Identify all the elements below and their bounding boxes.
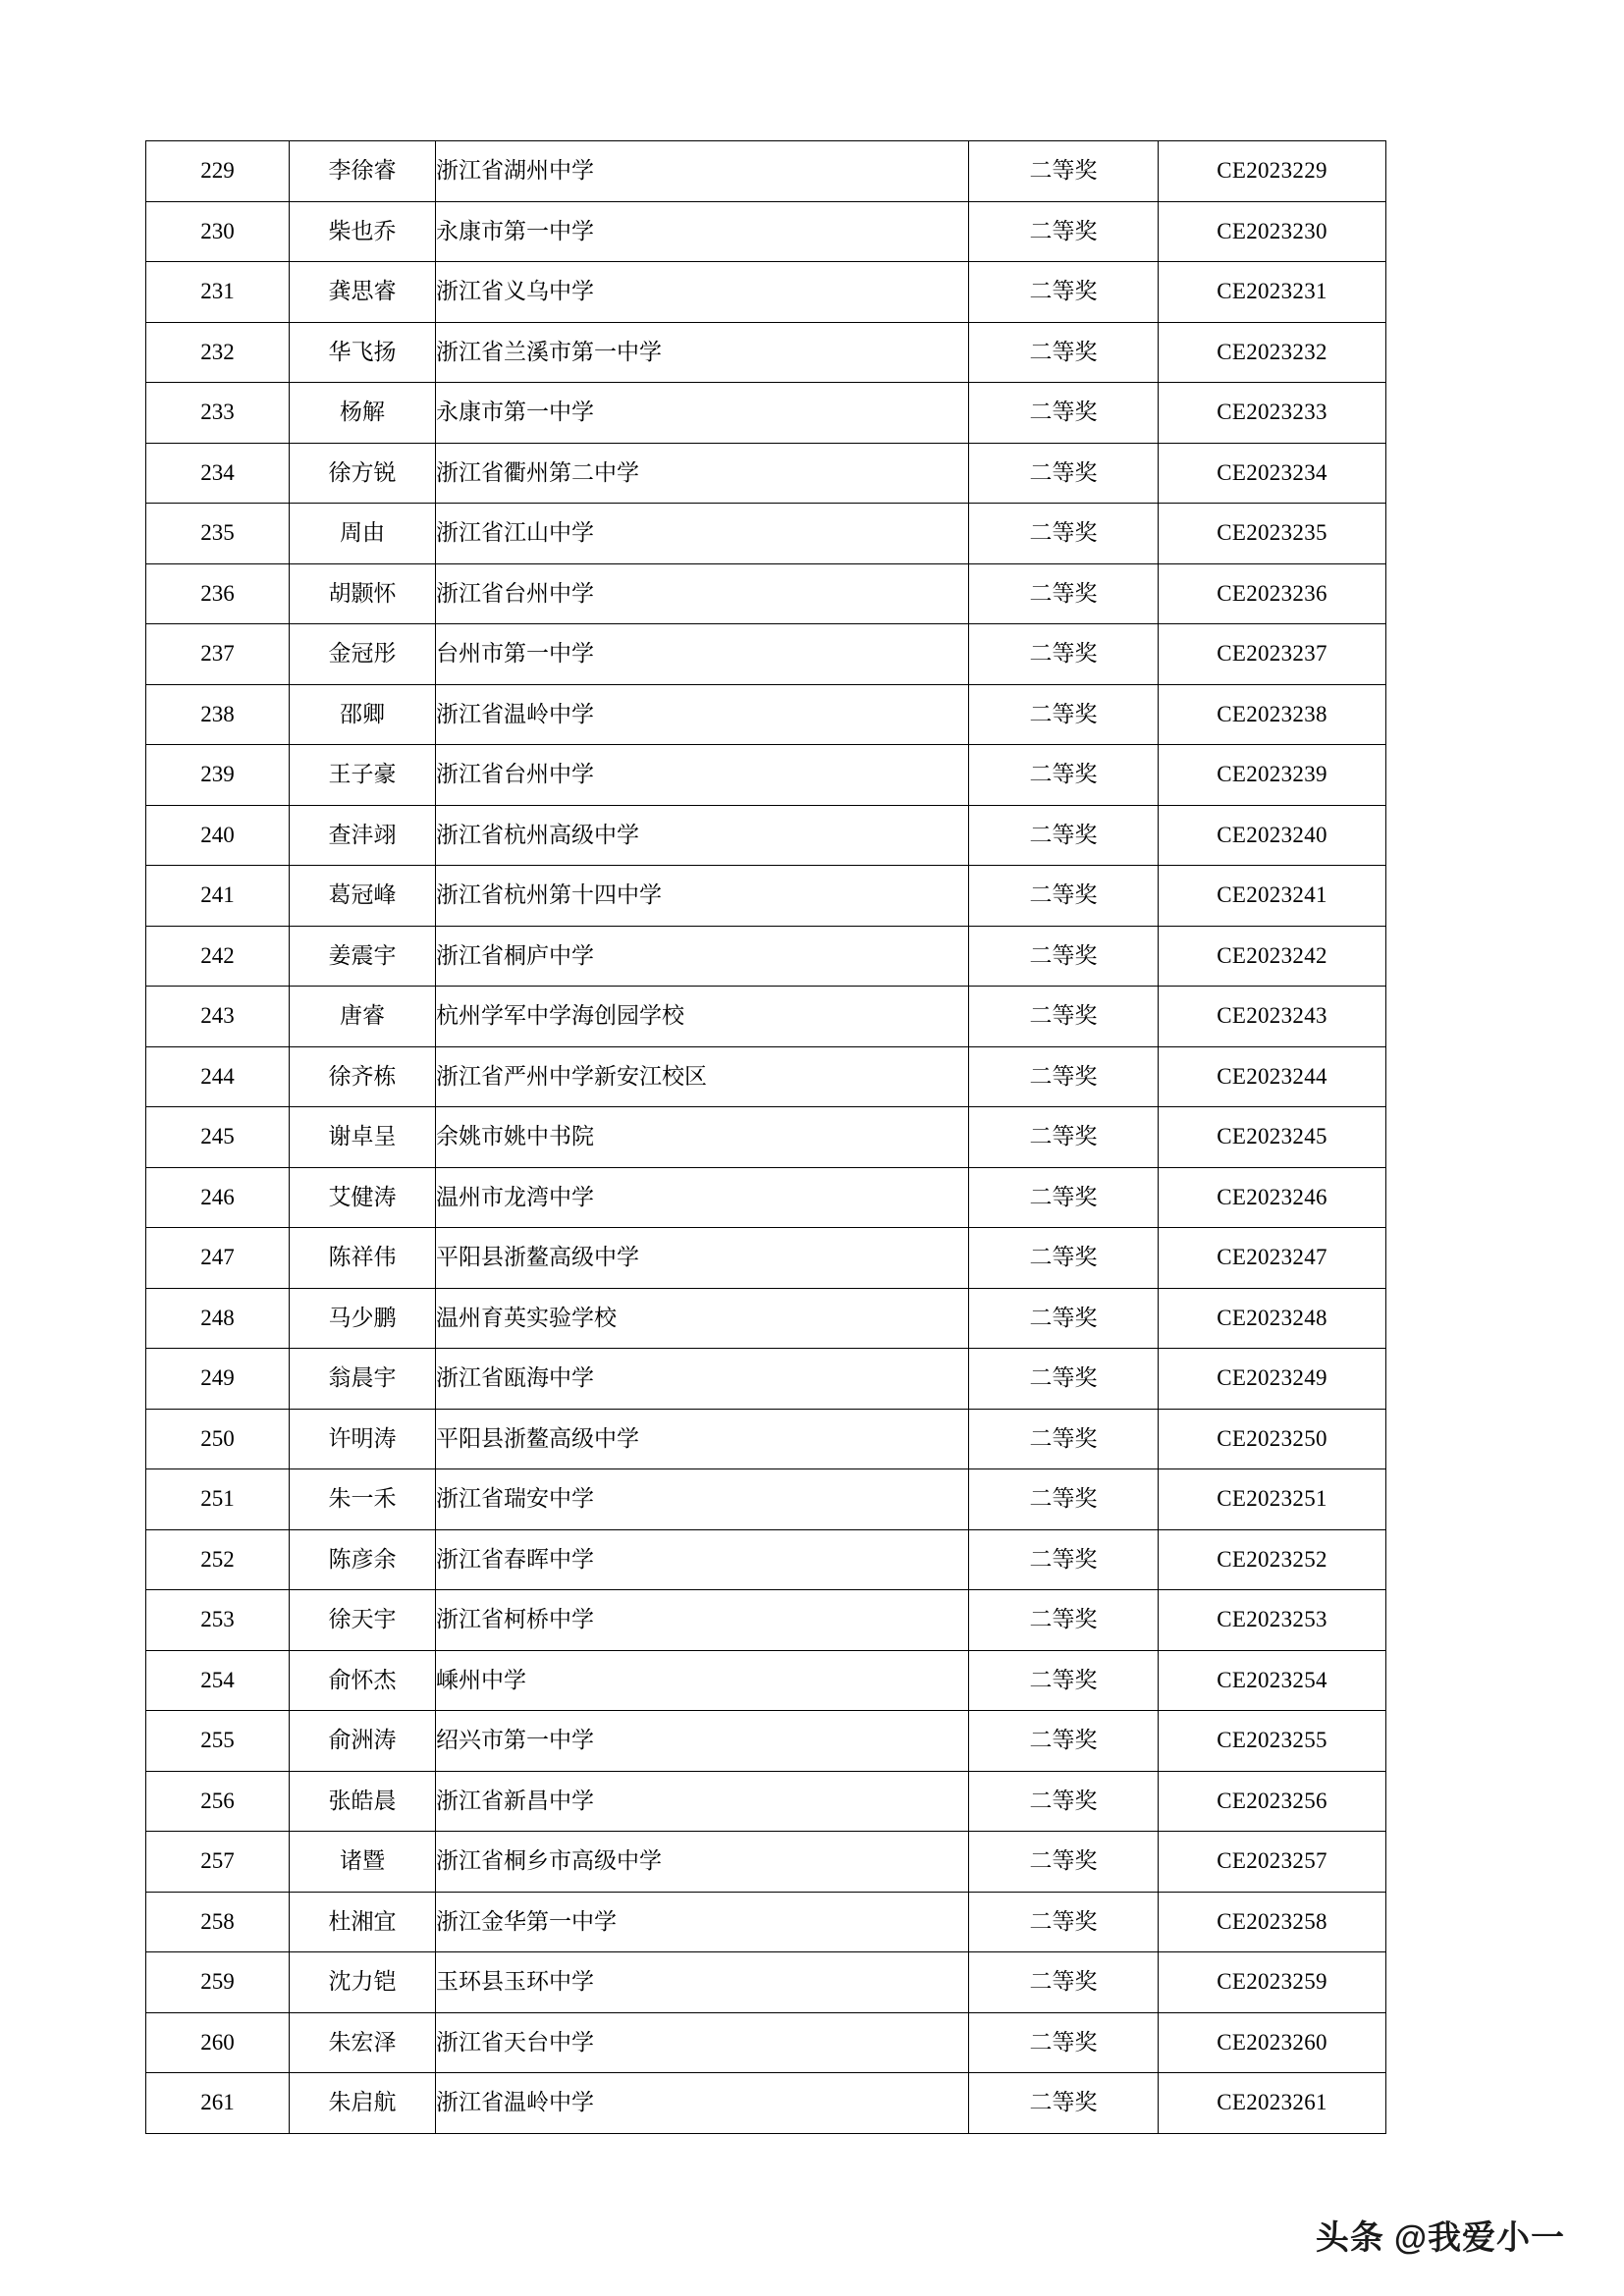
cell-award-level: 二等奖: [969, 1952, 1159, 2013]
cell-award-level: 二等奖: [969, 624, 1159, 685]
cell-certificate-code: CE2023237: [1159, 624, 1386, 685]
table-row: [146, 1349, 1386, 1410]
cell-certificate-code: CE2023243: [1159, 987, 1386, 1047]
table-row: [146, 684, 1386, 745]
cell-award-level: 二等奖: [969, 563, 1159, 624]
cell-student-name: 查沣翊: [290, 805, 436, 866]
cell-serial-number: 234: [146, 443, 290, 504]
cell-school-name: 绍兴市第一中学: [436, 1711, 969, 1772]
cell-school-name: 浙江省柯桥中学: [436, 1590, 969, 1651]
cell-student-name: 翁晨宇: [290, 1349, 436, 1410]
cell-student-name: 俞洲涛: [290, 1711, 436, 1772]
cell-serial-number: 246: [146, 1167, 290, 1228]
table-row: [146, 141, 1386, 202]
table-row: [146, 262, 1386, 323]
cell-student-name: 胡颢怀: [290, 563, 436, 624]
cell-school-name: 浙江省义乌中学: [436, 262, 969, 323]
table-row: [146, 201, 1386, 262]
cell-award-level: 二等奖: [969, 1590, 1159, 1651]
cell-serial-number: 249: [146, 1349, 290, 1410]
cell-certificate-code: CE2023241: [1159, 866, 1386, 927]
cell-school-name: 浙江省杭州高级中学: [436, 805, 969, 866]
watermark-handle: @我爱小一: [1393, 2219, 1565, 2257]
cell-certificate-code: CE2023253: [1159, 1590, 1386, 1651]
cell-certificate-code: CE2023239: [1159, 745, 1386, 806]
cell-student-name: 金冠彤: [290, 624, 436, 685]
cell-school-name: 浙江省春晖中学: [436, 1529, 969, 1590]
cell-award-level: 二等奖: [969, 201, 1159, 262]
cell-certificate-code: CE2023259: [1159, 1952, 1386, 2013]
cell-student-name: 沈力铠: [290, 1952, 436, 2013]
cell-serial-number: 233: [146, 383, 290, 444]
cell-student-name: 李徐睿: [290, 141, 436, 202]
cell-serial-number: 251: [146, 1469, 290, 1530]
watermark-brand: 头条: [1315, 2219, 1384, 2257]
table-row: [146, 1952, 1386, 2013]
watermark: [1316, 2211, 1565, 2259]
cell-serial-number: 243: [146, 987, 290, 1047]
cell-student-name: 姜震宇: [290, 926, 436, 987]
cell-serial-number: 235: [146, 504, 290, 564]
cell-serial-number: 244: [146, 1046, 290, 1107]
cell-certificate-code: CE2023247: [1159, 1228, 1386, 1289]
cell-certificate-code: CE2023249: [1159, 1349, 1386, 1410]
cell-award-level: 二等奖: [969, 1046, 1159, 1107]
table-row: [146, 805, 1386, 866]
cell-school-name: 玉环县玉环中学: [436, 1952, 969, 2013]
cell-student-name: 谢卓呈: [290, 1107, 436, 1168]
cell-student-name: 朱一禾: [290, 1469, 436, 1530]
table-row: [146, 926, 1386, 987]
table-row: [146, 1107, 1386, 1168]
cell-certificate-code: CE2023255: [1159, 1711, 1386, 1772]
cell-award-level: 二等奖: [969, 141, 1159, 202]
cell-award-level: 二等奖: [969, 1832, 1159, 1893]
cell-school-name: 平阳县浙鳌高级中学: [436, 1409, 969, 1469]
cell-certificate-code: CE2023246: [1159, 1167, 1386, 1228]
cell-school-name: 平阳县浙鳌高级中学: [436, 1228, 969, 1289]
cell-school-name: 浙江金华第一中学: [436, 1892, 969, 1952]
cell-award-level: 二等奖: [969, 504, 1159, 564]
cell-certificate-code: CE2023234: [1159, 443, 1386, 504]
cell-serial-number: 255: [146, 1711, 290, 1772]
cell-school-name: 嵊州中学: [436, 1650, 969, 1711]
cell-school-name: 浙江省台州中学: [436, 745, 969, 806]
cell-student-name: 徐齐栋: [290, 1046, 436, 1107]
cell-student-name: 王子豪: [290, 745, 436, 806]
cell-award-level: 二等奖: [969, 987, 1159, 1047]
cell-certificate-code: CE2023233: [1159, 383, 1386, 444]
cell-certificate-code: CE2023244: [1159, 1046, 1386, 1107]
cell-award-level: 二等奖: [969, 2012, 1159, 2073]
cell-serial-number: 258: [146, 1892, 290, 1952]
cell-award-level: 二等奖: [969, 805, 1159, 866]
table-row: [146, 745, 1386, 806]
cell-award-level: 二等奖: [969, 322, 1159, 383]
cell-school-name: 浙江省天台中学: [436, 2012, 969, 2073]
cell-award-level: 二等奖: [969, 1288, 1159, 1349]
cell-award-level: 二等奖: [969, 1228, 1159, 1289]
cell-school-name: 浙江省瑞安中学: [436, 1469, 969, 1530]
cell-student-name: 龚思睿: [290, 262, 436, 323]
cell-certificate-code: CE2023236: [1159, 563, 1386, 624]
cell-award-level: 二等奖: [969, 1349, 1159, 1410]
cell-school-name: 浙江省兰溪市第一中学: [436, 322, 969, 383]
cell-certificate-code: CE2023245: [1159, 1107, 1386, 1168]
cell-school-name: 浙江省严州中学新安江校区: [436, 1046, 969, 1107]
cell-student-name: 俞怀杰: [290, 1650, 436, 1711]
cell-award-level: 二等奖: [969, 1711, 1159, 1772]
cell-serial-number: 230: [146, 201, 290, 262]
cell-certificate-code: CE2023251: [1159, 1469, 1386, 1530]
cell-student-name: 柴也乔: [290, 201, 436, 262]
table-row: [146, 1409, 1386, 1469]
table-row: [146, 866, 1386, 927]
cell-student-name: 陈彦余: [290, 1529, 436, 1590]
cell-student-name: 诸暨: [290, 1832, 436, 1893]
table-row: [146, 1650, 1386, 1711]
cell-certificate-code: CE2023252: [1159, 1529, 1386, 1590]
cell-award-level: 二等奖: [969, 866, 1159, 927]
award-table-container: [145, 140, 1380, 2134]
cell-school-name: 余姚市姚中书院: [436, 1107, 969, 1168]
cell-award-level: 二等奖: [969, 926, 1159, 987]
cell-school-name: 永康市第一中学: [436, 201, 969, 262]
table-row: [146, 1469, 1386, 1530]
cell-school-name: 浙江省温岭中学: [436, 2073, 969, 2134]
cell-serial-number: 236: [146, 563, 290, 624]
cell-certificate-code: CE2023240: [1159, 805, 1386, 866]
table-row: [146, 1590, 1386, 1651]
cell-student-name: 张皓晨: [290, 1771, 436, 1832]
cell-certificate-code: CE2023248: [1159, 1288, 1386, 1349]
cell-student-name: 许明涛: [290, 1409, 436, 1469]
cell-certificate-code: CE2023250: [1159, 1409, 1386, 1469]
cell-student-name: 朱启航: [290, 2073, 436, 2134]
cell-serial-number: 257: [146, 1832, 290, 1893]
cell-school-name: 浙江省桐庐中学: [436, 926, 969, 987]
cell-school-name: 浙江省湖州中学: [436, 141, 969, 202]
cell-student-name: 杜湘宜: [290, 1892, 436, 1952]
cell-certificate-code: CE2023254: [1159, 1650, 1386, 1711]
cell-certificate-code: CE2023258: [1159, 1892, 1386, 1952]
award-table-body: [146, 141, 1386, 2134]
cell-certificate-code: CE2023229: [1159, 141, 1386, 202]
cell-certificate-code: CE2023257: [1159, 1832, 1386, 1893]
cell-student-name: 唐睿: [290, 987, 436, 1047]
cell-serial-number: 241: [146, 866, 290, 927]
cell-award-level: 二等奖: [969, 1892, 1159, 1952]
table-row: [146, 443, 1386, 504]
cell-student-name: 陈祥伟: [290, 1228, 436, 1289]
cell-student-name: 周由: [290, 504, 436, 564]
table-row: [146, 1711, 1386, 1772]
cell-student-name: 徐方锐: [290, 443, 436, 504]
table-row: [146, 1771, 1386, 1832]
cell-award-level: 二等奖: [969, 2073, 1159, 2134]
cell-serial-number: 237: [146, 624, 290, 685]
cell-certificate-code: CE2023261: [1159, 2073, 1386, 2134]
cell-serial-number: 247: [146, 1228, 290, 1289]
cell-serial-number: 231: [146, 262, 290, 323]
cell-serial-number: 240: [146, 805, 290, 866]
cell-school-name: 温州市龙湾中学: [436, 1167, 969, 1228]
cell-serial-number: 239: [146, 745, 290, 806]
cell-serial-number: 259: [146, 1952, 290, 2013]
cell-award-level: 二等奖: [969, 1167, 1159, 1228]
cell-school-name: 浙江省新昌中学: [436, 1771, 969, 1832]
cell-serial-number: 232: [146, 322, 290, 383]
cell-serial-number: 250: [146, 1409, 290, 1469]
cell-serial-number: 254: [146, 1650, 290, 1711]
cell-certificate-code: CE2023232: [1159, 322, 1386, 383]
cell-award-level: 二等奖: [969, 443, 1159, 504]
cell-student-name: 华飞扬: [290, 322, 436, 383]
cell-student-name: 徐天宇: [290, 1590, 436, 1651]
cell-award-level: 二等奖: [969, 1469, 1159, 1530]
cell-award-level: 二等奖: [969, 1107, 1159, 1168]
cell-award-level: 二等奖: [969, 684, 1159, 745]
cell-award-level: 二等奖: [969, 262, 1159, 323]
cell-serial-number: 248: [146, 1288, 290, 1349]
cell-certificate-code: CE2023242: [1159, 926, 1386, 987]
award-table: [145, 140, 1386, 2134]
table-row: [146, 2012, 1386, 2073]
cell-certificate-code: CE2023260: [1159, 2012, 1386, 2073]
cell-school-name: 杭州学军中学海创园学校: [436, 987, 969, 1047]
cell-school-name: 台州市第一中学: [436, 624, 969, 685]
cell-school-name: 浙江省江山中学: [436, 504, 969, 564]
cell-certificate-code: CE2023256: [1159, 1771, 1386, 1832]
cell-student-name: 葛冠峰: [290, 866, 436, 927]
cell-school-name: 浙江省瓯海中学: [436, 1349, 969, 1410]
cell-serial-number: 256: [146, 1771, 290, 1832]
table-row: [146, 383, 1386, 444]
cell-school-name: 浙江省温岭中学: [436, 684, 969, 745]
cell-award-level: 二等奖: [969, 1409, 1159, 1469]
cell-school-name: 浙江省桐乡市高级中学: [436, 1832, 969, 1893]
cell-award-level: 二等奖: [969, 383, 1159, 444]
cell-serial-number: 253: [146, 1590, 290, 1651]
cell-serial-number: 260: [146, 2012, 290, 2073]
cell-student-name: 艾健涛: [290, 1167, 436, 1228]
table-row: [146, 2073, 1386, 2134]
cell-student-name: 马少鹏: [290, 1288, 436, 1349]
cell-serial-number: 252: [146, 1529, 290, 1590]
table-row: [146, 624, 1386, 685]
cell-award-level: 二等奖: [969, 1650, 1159, 1711]
table-row: [146, 1529, 1386, 1590]
cell-certificate-code: CE2023238: [1159, 684, 1386, 745]
cell-student-name: 朱宏泽: [290, 2012, 436, 2073]
cell-school-name: 永康市第一中学: [436, 383, 969, 444]
cell-school-name: 浙江省杭州第十四中学: [436, 866, 969, 927]
cell-certificate-code: CE2023235: [1159, 504, 1386, 564]
table-row: [146, 1046, 1386, 1107]
cell-student-name: 杨解: [290, 383, 436, 444]
cell-serial-number: 242: [146, 926, 290, 987]
cell-certificate-code: CE2023230: [1159, 201, 1386, 262]
cell-serial-number: 238: [146, 684, 290, 745]
table-row: [146, 563, 1386, 624]
table-row: [146, 1892, 1386, 1952]
cell-award-level: 二等奖: [969, 745, 1159, 806]
table-row: [146, 504, 1386, 564]
table-row: [146, 1167, 1386, 1228]
cell-school-name: 浙江省衢州第二中学: [436, 443, 969, 504]
cell-school-name: 浙江省台州中学: [436, 563, 969, 624]
table-row: [146, 1832, 1386, 1893]
cell-award-level: 二等奖: [969, 1771, 1159, 1832]
cell-certificate-code: CE2023231: [1159, 262, 1386, 323]
cell-serial-number: 245: [146, 1107, 290, 1168]
table-row: [146, 987, 1386, 1047]
table-row: [146, 322, 1386, 383]
table-row: [146, 1228, 1386, 1289]
cell-serial-number: 229: [146, 141, 290, 202]
cell-serial-number: 261: [146, 2073, 290, 2134]
table-row: [146, 1288, 1386, 1349]
cell-award-level: 二等奖: [969, 1529, 1159, 1590]
cell-school-name: 温州育英实验学校: [436, 1288, 969, 1349]
cell-student-name: 邵卿: [290, 684, 436, 745]
